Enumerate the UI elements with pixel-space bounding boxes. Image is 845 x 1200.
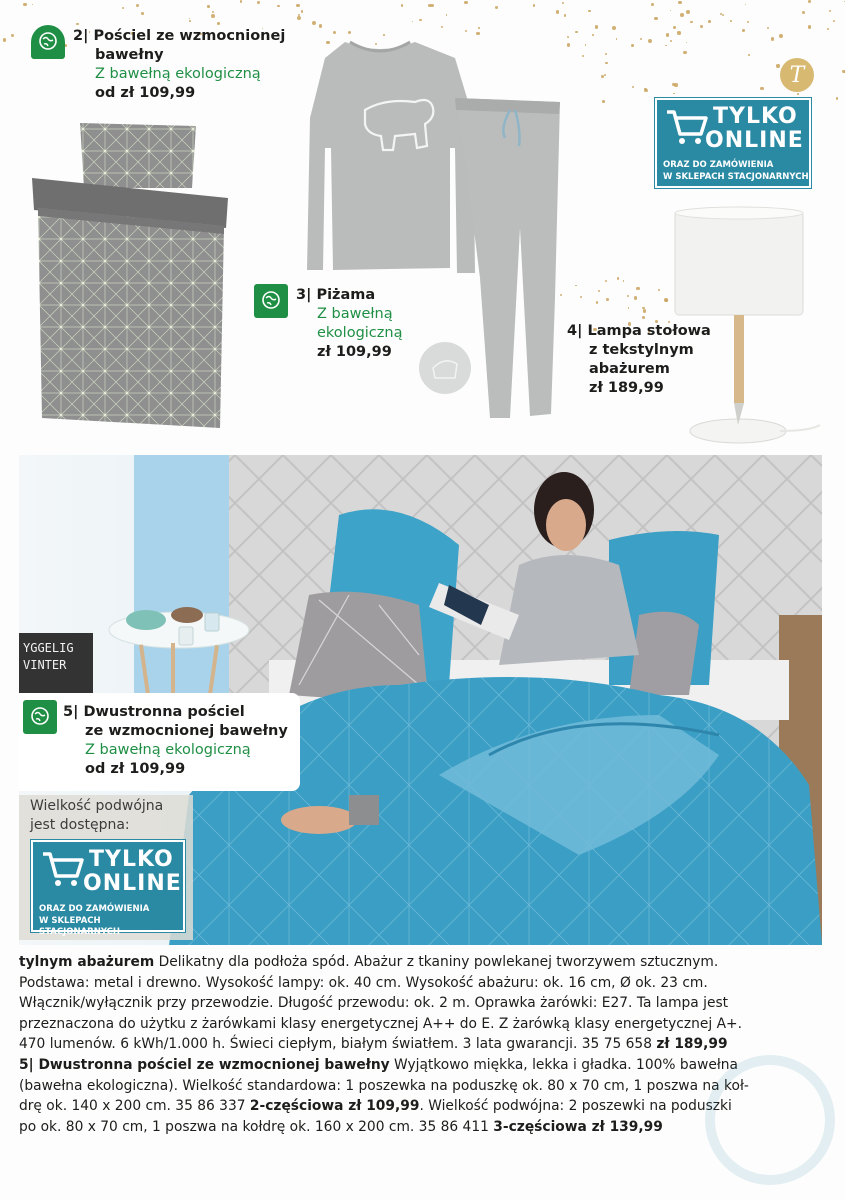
confetti-dot [580, 296, 583, 299]
confetti-dot [575, 31, 578, 34]
confetti-dot [240, 0, 243, 3]
desc-line5-price: zł 189,99 [656, 1036, 728, 1053]
confetti-dot [562, 2, 564, 4]
desc-line3: Włącznik/wyłącznik przy przewodzie. Długość przewodu: ok. 2 m. Oprawka żarówki: E27. Ta lampa jest [19, 995, 729, 1012]
confetti-dot [829, 10, 831, 12]
item3-price: zł 109,99 [317, 344, 392, 360]
confetti-dot [32, 4, 34, 6]
desc-line6 [19, 1055, 819, 1076]
confetti-dot [666, 33, 670, 37]
confetti-dot [678, 1, 681, 4]
desc-line5 [19, 1034, 819, 1055]
confetti-dot [495, 6, 498, 9]
item2-label [73, 27, 285, 103]
confetti-dot [634, 296, 637, 299]
eco-cotton-icon [254, 284, 288, 318]
confetti-dot [211, 14, 215, 18]
online-only-badge-top [655, 98, 811, 188]
confetti-dot [207, 5, 209, 7]
confetti-dot [3, 38, 7, 42]
confetti-dot [575, 285, 577, 287]
confetti-dot [673, 26, 676, 29]
confetti-dot [742, 29, 744, 31]
confetti-dot [296, 4, 300, 8]
confetti-dot [122, 7, 124, 9]
desc-line9-a: po ok. 80 x 70 cm, 1 poszwa na kołdrę ok. 160 x 200 cm. 35 86 411 [19, 1118, 494, 1135]
confetti-dot [673, 93, 675, 95]
confetti-dot [189, 20, 191, 22]
item3-number: 3| [296, 287, 312, 303]
desc-line6-bold: 5| Dwustronna pościel ze wzmocnionej bawełny [19, 1056, 390, 1073]
confetti-dot [665, 299, 668, 302]
desc-line2: Podstawa: metal i drewno. Wysokość lampy: ok. 40 cm. Wysokość abażuru: ok. 16 cm, Ø ok. 23 cm. [19, 974, 708, 991]
double-size-intro-line2: jest dostępna: [30, 817, 130, 833]
desc-line1 [19, 952, 819, 973]
pyjamas-product-image [305, 38, 565, 423]
double-size-intro [30, 797, 163, 835]
confetti-dot [596, 301, 599, 304]
confetti-dot [76, 23, 78, 25]
item4-title-line3: abażurem [589, 361, 670, 377]
confetti-dot [257, 1, 260, 4]
confetti-dot [612, 26, 616, 30]
confetti-dot [605, 280, 607, 282]
confetti-dot [827, 28, 829, 30]
desc-line8 [19, 1096, 819, 1117]
confetti-dot [189, 18, 191, 20]
confetti-dot [776, 64, 779, 67]
item4-title-line2: z tekstylnym [589, 342, 694, 358]
item2-number: 2| [73, 28, 89, 44]
item2-title-line1: Pościel ze wzmocnionej [93, 28, 286, 44]
confetti-dot [464, 1, 467, 4]
confetti-dot [631, 44, 634, 47]
sign-line2: VINTER [23, 658, 67, 672]
confetti-dot [623, 280, 625, 282]
badge-top-sub2: W SKLEPACH STACJONARNYCH [663, 172, 809, 182]
confetti-dot [654, 17, 657, 20]
confetti-dot [808, 25, 812, 29]
desc-line9 [19, 1117, 819, 1138]
confetti-dot [700, 25, 703, 28]
confetti-dot [212, 11, 214, 13]
item4-label [567, 322, 711, 398]
desc-line4: przeznaczona do użytku z żarówkami klasy energetycznej A++ do E. Z żarówką klasy energetycznej A+. [19, 1015, 742, 1032]
confetti-dot [802, 11, 805, 14]
online-only-badge-bottom [31, 840, 185, 937]
confetti-dot [683, 51, 687, 55]
confetti-dot [722, 14, 724, 16]
badge-top-sub1: ORAZ DO ZAMÓWIENIA [663, 160, 774, 170]
eco-cotton-icon [23, 700, 57, 734]
badge-top-line2: ONLINE [705, 128, 804, 153]
desc-line7: (bawełna ekologiczna). Wielkość standardowa: 1 poszewka na poduszkę ok. 80 x 70 cm, 1 poszwa na koł- [19, 1077, 749, 1094]
confetti-dot [564, 14, 566, 16]
double-size-intro-line1: Wielkość podwójna [30, 798, 164, 814]
desc-line8-bold: 2-częściowa zł 109,99 [249, 1098, 420, 1115]
confetti-dot [760, 87, 764, 91]
item5-number: 5| [63, 704, 79, 720]
confetti-dot [708, 20, 711, 23]
desc-line8-b: . Wielkość podwójna: 2 poszewki na poduszki [419, 1098, 732, 1115]
eco-cotton-icon [31, 25, 65, 59]
confetti-dot [745, 4, 747, 6]
item3-label [296, 286, 402, 362]
confetti-dot [690, 21, 693, 24]
confetti-dot [592, 34, 594, 36]
confetti-dot [644, 89, 647, 92]
confetti-dot [595, 25, 599, 29]
item2-price: od zł 109,99 [95, 85, 196, 101]
confetti-dot [465, 30, 467, 32]
confetti-dot [431, 4, 434, 7]
confetti-dot [419, 19, 421, 21]
confetti-dot [533, 4, 536, 7]
confetti-dot [605, 62, 608, 65]
item3-eco-line1: Z bawełną [317, 306, 393, 322]
item2-title-line2: bawełny [95, 47, 164, 63]
confetti-dot [301, 10, 303, 12]
item5-title-line1: Dwustronna pościel [83, 704, 245, 720]
desc-line6-rest: Wyjątkowo miękka, lekka i gładka. 100% bawełna [389, 1056, 738, 1073]
confetti-dot [658, 289, 660, 291]
badge-bottom-sub2: W SKLEPACH STACJONARNYCH [39, 916, 121, 937]
confetti-dot [636, 287, 639, 290]
confetti-dot [632, 86, 634, 88]
badge-bottom-line1: TYLKO [89, 847, 174, 872]
confetti-dot [686, 42, 688, 44]
confetti-dot [598, 290, 600, 292]
item4-title-line1: Lampa stołowa [587, 323, 711, 339]
confetti-dot [680, 13, 684, 17]
confetti-dot [585, 44, 587, 46]
confetti-dot [617, 277, 619, 279]
confetti-dot [651, 3, 654, 6]
confetti-dot [348, 31, 351, 34]
confetti-dot [605, 53, 607, 55]
confetti-dot [833, 20, 835, 22]
confetti-dot [412, 21, 414, 23]
product-description-text [19, 952, 819, 1137]
brand-logo: T [780, 58, 814, 92]
item3-title: Piżama [316, 287, 376, 303]
confetti-dot [23, 3, 26, 6]
item4-price: zł 189,99 [589, 380, 664, 396]
confetti-dot [767, 27, 769, 29]
bedding-product-image [28, 118, 238, 433]
confetti-dot [665, 45, 667, 47]
confetti-dot [747, 21, 749, 23]
confetti-dot [606, 298, 609, 301]
confetti-dot [604, 74, 606, 76]
desc-line5-rest: 470 lumenów. 6 kWh/1.000 h. Świeci ciepłym, białym światłem. 3 lata gwarancji. 35 75 658 [19, 1036, 657, 1053]
confetti-dot [648, 39, 652, 43]
confetti-dot [582, 55, 584, 57]
confetti-dot [640, 38, 642, 40]
confetti-dot [748, 54, 750, 56]
confetti-dot [771, 37, 775, 41]
badge-top-line1: TYLKO [713, 104, 798, 129]
desc-line9-bold: 3-częściowa zł 139,99 [493, 1118, 663, 1135]
item3-eco-line2: ekologiczną [317, 325, 403, 341]
confetti-dot [601, 75, 604, 78]
desc-line8-a: drę ok. 140 x 200 cm. 35 86 337 [19, 1098, 250, 1115]
confetti-dot [627, 295, 629, 297]
confetti-dot [567, 36, 569, 38]
confetti-dot [672, 83, 675, 86]
confetti-dot [136, 4, 139, 7]
confetti-dot [277, 5, 280, 8]
confetti-dot [730, 20, 732, 22]
shopping-cart-icon [665, 108, 709, 146]
confetti-dot [141, 12, 144, 15]
confetti-dot [808, 0, 810, 2]
confetti-dot [588, 10, 590, 12]
scan-watermark [700, 1050, 840, 1190]
confetti-dot [446, 14, 448, 16]
item5-price: od zł 109,99 [85, 761, 186, 777]
confetti-dot [643, 309, 647, 313]
badge-bottom-sub1: ORAZ DO ZAMÓWIENIA [39, 904, 150, 914]
confetti-dot [312, 21, 316, 25]
confetti-dot [779, 34, 783, 38]
confetti-dot [677, 31, 680, 34]
confetti-dot [319, 24, 323, 28]
confetti-dot [686, 10, 690, 14]
confetti-dot [297, 16, 301, 20]
desc-line1-bold: tylnym abażurem [19, 954, 155, 970]
confetti-dot [670, 40, 672, 42]
desc-line1-rest: Delikatny dla podłoża spód. Abażur z tkaniny powlekanej tworzywem sztucznym. [154, 954, 719, 970]
confetti-dot [441, 26, 443, 28]
shopping-cart-icon [41, 850, 85, 888]
confetti-dot [602, 100, 605, 103]
confetti-dot [401, 4, 404, 7]
confetti-dot [628, 307, 630, 309]
item5-title-line2: ze wzmocnionej bawełny [85, 723, 288, 739]
item2-eco-text: Z bawełną ekologiczną [95, 66, 261, 82]
confetti-dot [383, 34, 385, 36]
badge-bottom-line2: ONLINE [83, 871, 182, 896]
confetti-dot [11, 34, 15, 38]
confetti-dot [642, 316, 645, 319]
confetti-dot [478, 27, 480, 29]
confetti-dot [797, 93, 799, 95]
confetti-dot [670, 10, 672, 12]
confetti-dot [217, 22, 220, 25]
confetti-dot [333, 31, 336, 34]
confetti-dot [567, 43, 571, 47]
confetti-dot [616, 38, 618, 40]
item4-number: 4| [567, 323, 583, 339]
confetti-dot [556, 10, 559, 13]
sign-line1: YGGELIG [23, 641, 74, 655]
confetti-dot [476, 32, 479, 35]
confetti-dot [836, 97, 839, 100]
item5-eco-text: Z bawełną ekologiczną [85, 742, 251, 758]
item5-label [63, 703, 288, 779]
